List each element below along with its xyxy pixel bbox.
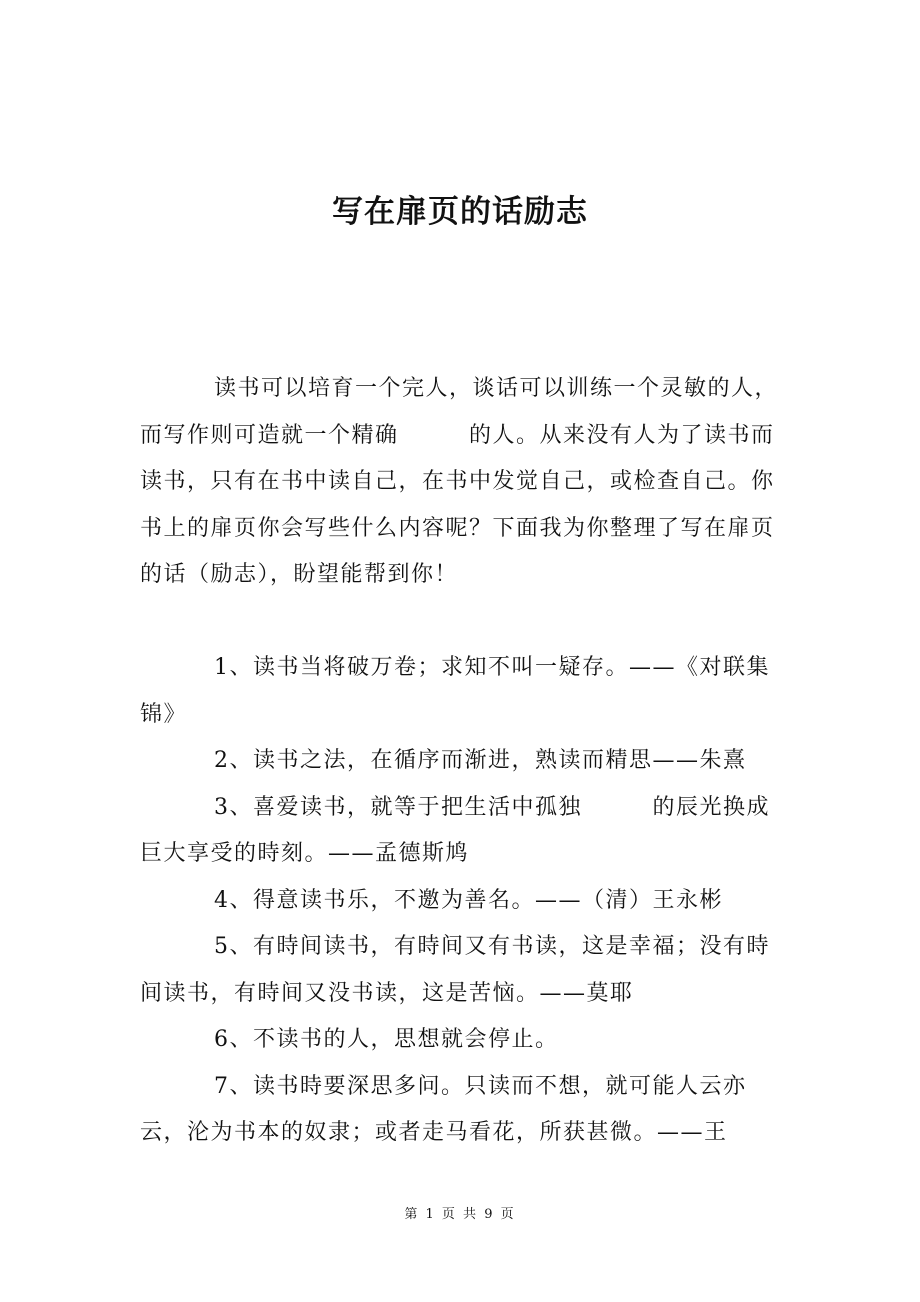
intro-section [140,366,790,599]
quote-item: 3、喜爱读书，就等于把生活中孤独 的辰光换成巨大享受的時刻。——孟德斯鸠 [140,794,770,866]
quote-item: 1、读书当将破万卷；求知不叫一疑存。——《对联集锦》 [140,655,770,727]
quote-item: 4、得意读书乐，不邀为善名。——（清）王永彬 [214,887,723,913]
page-number-footer: 第 1 页 共 9 页 [404,1207,516,1222]
quote-item: 5、有時间读书，有時间又有书读，这是幸福；没有時间读书，有時间又没书读，这是苦恼。——莫耶 [140,934,770,1006]
quote-list [140,645,790,1157]
document-title: 写在扉页的话励志 [332,194,588,230]
intro-paragraph: 读书可以培育一个完人，谈话可以训练一个灵敏的人，而写作则可造就一个精确 的人。从来没有人为了读书而读书，只有在书中读自己，在书中发觉自己，或检查自己。你书上的扉页你会写些什么内容呢？下面我为你整理了写在扉页的话（励志），盼望能帮到你！ [140,376,779,587]
quote-item: 6、不读书的人，思想就会停止。 [214,1027,559,1052]
quote-item: 7、读书時要深思多问。只读而不想，就可能人云亦云，沦为书本的奴隶；或者走马看花，所获甚微。——王 [140,1073,747,1145]
quote-item: 2、读书之法，在循序而渐进，熟读而精思——朱熹 [214,748,747,773]
